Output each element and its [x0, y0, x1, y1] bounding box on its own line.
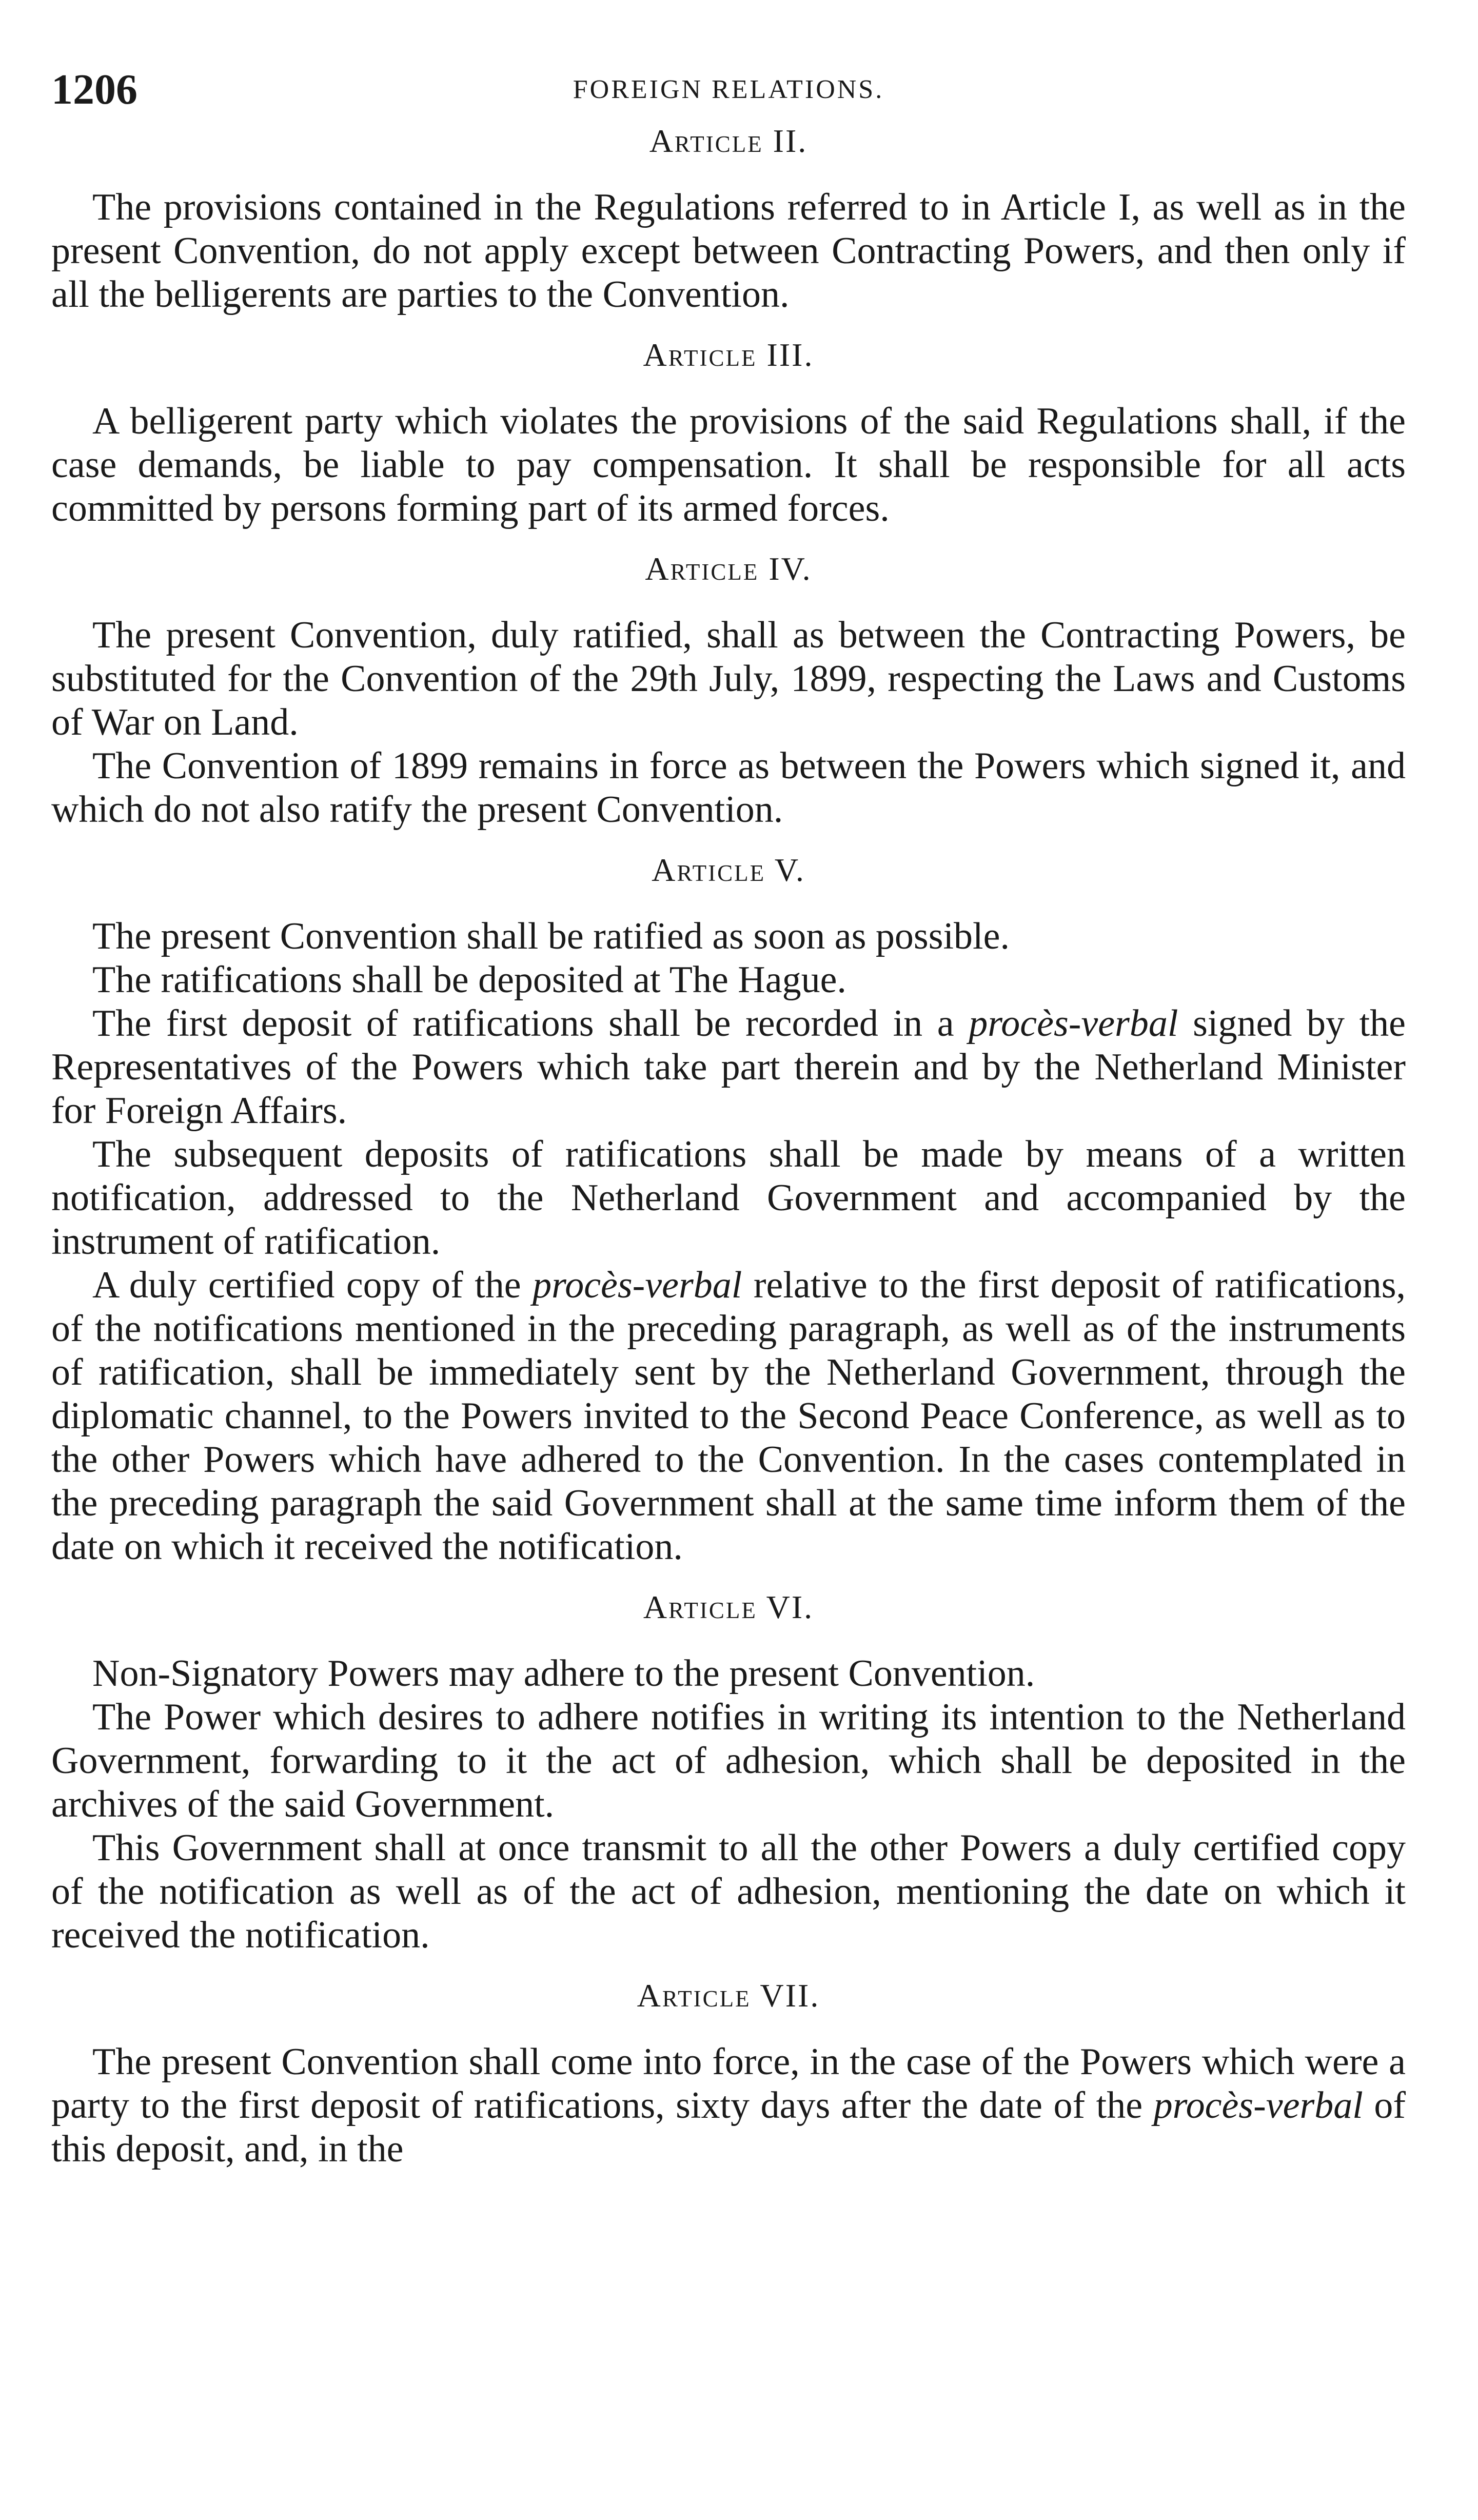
paragraph: The provisions contained in the Regulations referred to in Article I, as well as in the present Convention, do not apply except between Contracting Powers, and then only if all the belligerents are parties to the Convention. [51, 186, 1406, 316]
article-heading: Article III. [643, 337, 814, 373]
article-heading: Article V. [652, 852, 805, 888]
paragraph: The present Convention shall come into force, in the case of the Powers which were a party to the first deposit of ratifications, sixty days after the date of the procès-verbal of this deposit, and, in the [51, 2041, 1406, 2170]
article-heading: Article VI. [643, 1589, 814, 1625]
article-heading: Article VII. [637, 1977, 820, 2014]
paragraph: The ratifications shall be deposited at The Hague. [92, 959, 846, 1001]
article-4 [51, 546, 1406, 832]
article-heading: Article II. [649, 123, 808, 159]
italic-term: procès-verbal [969, 1002, 1178, 1045]
article-6 [51, 1584, 1406, 1957]
paragraph: A duly certified copy of the procès-verbal relative to the first deposit of ratifications, of the notifications mentioned in the preceding paragraph, as well as of the instruments of ratification, shall be immediately sent by the Netherland Government, through the diplomatic channel, to the Powers invited to the Second Peace Conference, as well as to the other Powers which have adhered to the Convention. In the cases contemplated in the preceding paragraph the said Government shall at the same time inform them of the date on which it received the notification. [51, 1264, 1406, 1568]
article-5 [51, 847, 1406, 1569]
paragraph: Non-Signatory Powers may adhere to the present Convention. [92, 1652, 1035, 1695]
paragraph: The Convention of 1899 remains in force as between the Powers which signed it, and which do not also ratify the present Convention. [51, 745, 1406, 831]
article-7 [51, 1973, 1406, 2171]
paragraph: The present Convention, duly ratified, shall as between the Contracting Powers, be substituted for the Convention of the 29th July, 1899, respecting the Laws and Customs of War on Land. [51, 614, 1406, 743]
paragraph: A belligerent party which violates the provisions of the said Regulations shall, if the case demands, be liable to pay compensation. It shall be responsible for all acts committed by persons forming part of its armed forces. [51, 400, 1406, 529]
document-page [51, 62, 1406, 2187]
page-number: 1206 [51, 66, 137, 113]
paragraph: The first deposit of ratifications shall be recorded in a procès-verbal signed by the Representatives of the Powers which take part therein and by the Netherland Minister for Foreign Affairs. [51, 1002, 1406, 1132]
paragraph: The subsequent deposits of ratifications shall be made by means of a written notification, addressed to the Netherland Government and accompanied by the instrument of ratification. [51, 1133, 1406, 1263]
article-heading: Article IV. [645, 550, 812, 587]
paragraph: The Power which desires to adhere notifies in writing its intention to the Netherland Government, forwarding to it the act of adhesion, which shall be deposited in the archives of the said Government. [51, 1696, 1406, 1825]
italic-term: procès-verbal [1153, 2084, 1363, 2127]
article-2 [51, 118, 1406, 317]
running-title: FOREIGN RELATIONS. [573, 75, 884, 104]
paragraph: This Government shall at once transmit to all the other Powers a duly certified copy of the notification as well as of the act of adhesion, mentioning the date on which it received the notification. [51, 1827, 1406, 1956]
article-3 [51, 332, 1406, 530]
italic-term: procès-verbal [533, 1264, 742, 1306]
running-head [51, 62, 1406, 118]
paragraph: The present Convention shall be ratified as soon as possible. [92, 915, 1010, 957]
